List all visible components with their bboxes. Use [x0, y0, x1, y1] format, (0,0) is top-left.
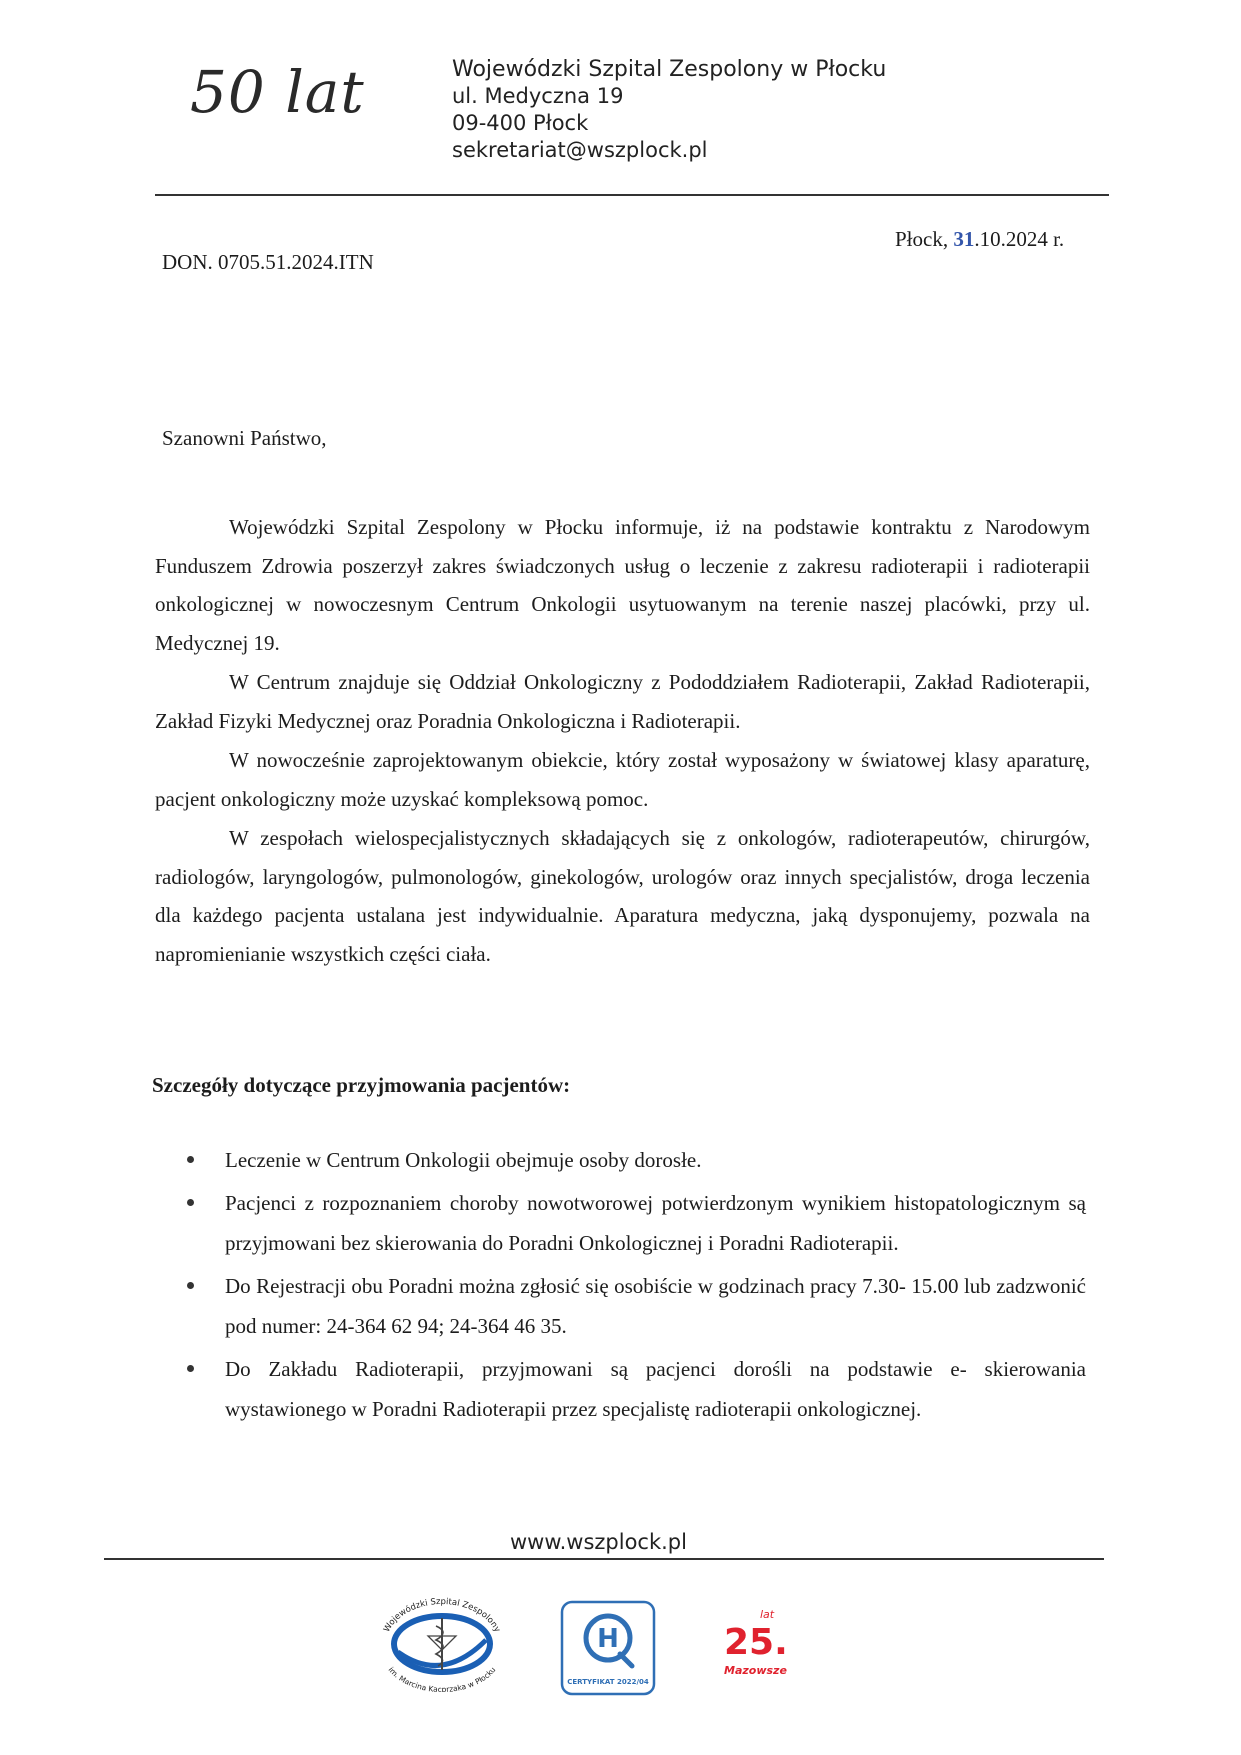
list-item	[184, 1349, 1086, 1429]
seal-top-text: Wojewódzki Szpital Zespolony	[382, 1596, 503, 1634]
bullet-icon	[187, 1156, 194, 1163]
letterhead	[452, 56, 886, 164]
letter-body	[155, 508, 1090, 974]
body-paragraph: W zespołach wielospecjalistycznych składających się z onkologów, radioterapeutów, chirurgów, radiologów, laryngologów, pulmonologów, ginekologów, urologów oraz innych specjalistów, droga leczenia dla każdego pacjenta ustalana jest indywidualnie. Aparatura medyczna, jaką dysponujemy, pozwala na napromienianie wszystkich części ciała.	[155, 826, 1090, 966]
certificate-label: CERTYFIKAT 2022/04	[567, 1678, 649, 1686]
mazowsze-jubilee-logo	[722, 1602, 802, 1682]
quality-certificate-logo	[558, 1600, 658, 1698]
date-prefix: Płock,	[895, 227, 954, 251]
institution-name: Wojewódzki Szpital Zespolony w Płocku	[452, 57, 887, 82]
body-paragraph: W nowocześnie zaprojektowanym obiekcie, który został wyposażony w światowej klasy aparaturę, pacjent onkologiczny może uzyskać kompleksową pomoc.	[155, 748, 1090, 811]
svg-text:H: H	[597, 1624, 619, 1654]
list-item-text: Do Rejestracji obu Poradni można zgłosić się osobiście w godzinach pracy 7.30- 15.00 lub zadzwonić pod numer: 24-364 62 94; 24-364 46 35.	[225, 1274, 1086, 1338]
body-paragraph: Wojewódzki Szpital Zespolony w Płocku informuje, iż na podstawie kontraktu z Narodowym Funduszem Zdrowia poszerzył zakres świadczonych usług o leczenie z zakresu radioterapii i radioterapii onkologicznej w nowoczesnym Centrum Onkologii usytuowanym na terenie naszej placówki, przy ul. Medycznej 19.	[155, 515, 1090, 655]
section-title: Szczegóły dotyczące przyjmowania pacjentów:	[152, 1073, 571, 1097]
letter-date	[895, 227, 1064, 252]
list-item	[184, 1266, 1086, 1346]
body-paragraph: W Centrum znajduje się Oddział Onkologiczny z Pododdziałem Radioterapii, Zakład Radioterapii, Zakład Fizyki Medycznej oraz Poradnia Onkologiczna i Radioterapii.	[155, 670, 1090, 733]
greeting: Szanowni Państwo,	[162, 426, 327, 450]
footer-divider	[104, 1558, 1104, 1560]
list-item	[184, 1183, 1086, 1263]
list-item-text: Leczenie w Centrum Onkologii obejmuje osoby dorosłe.	[225, 1148, 702, 1172]
hospital-seal-logo	[372, 1592, 512, 1692]
reference-number: DON. 0705.51.2024.ITN	[162, 250, 374, 274]
bullet-icon	[187, 1282, 194, 1289]
bullet-icon	[187, 1365, 194, 1372]
anniversary-logo: 50 lat	[190, 58, 365, 126]
jubilee-number: 25.	[724, 1622, 788, 1663]
jubilee-region: Mazowsze	[724, 1664, 787, 1677]
institution-city: 09-400 Płock	[452, 111, 589, 135]
list-item-text: Pacjenci z rozpoznaniem choroby nowotworowej potwierdzonym wynikiem histopatologicznym są przyjmowani bez skierowania do Poradni Onkologicznej i Poradni Radioterapii.	[225, 1191, 1086, 1255]
bullet-icon	[187, 1199, 194, 1206]
date-day: 31	[953, 227, 975, 251]
list-item	[184, 1140, 1086, 1180]
seal-bottom-text: im. Marcina Kacprzaka w Płocku	[386, 1665, 498, 1692]
date-rest: .10.2024 r.	[974, 227, 1065, 251]
list-item-text: Do Zakładu Radioterapii, przyjmowani są pacjenci dorośli na podstawie e- skierowania wystawionego w Poradni Radioterapii przez specjalistę radioterapii onkologicznej.	[225, 1357, 1086, 1421]
institution-email[interactable]: sekretariat@wszplock.pl	[452, 138, 708, 162]
admission-details-list	[184, 1140, 1086, 1432]
header-divider	[155, 194, 1109, 196]
institution-street: ul. Medyczna 19	[452, 84, 624, 108]
jubilee-lat: lat	[760, 1608, 775, 1621]
website-link[interactable]: www.wszplock.pl	[510, 1530, 687, 1554]
